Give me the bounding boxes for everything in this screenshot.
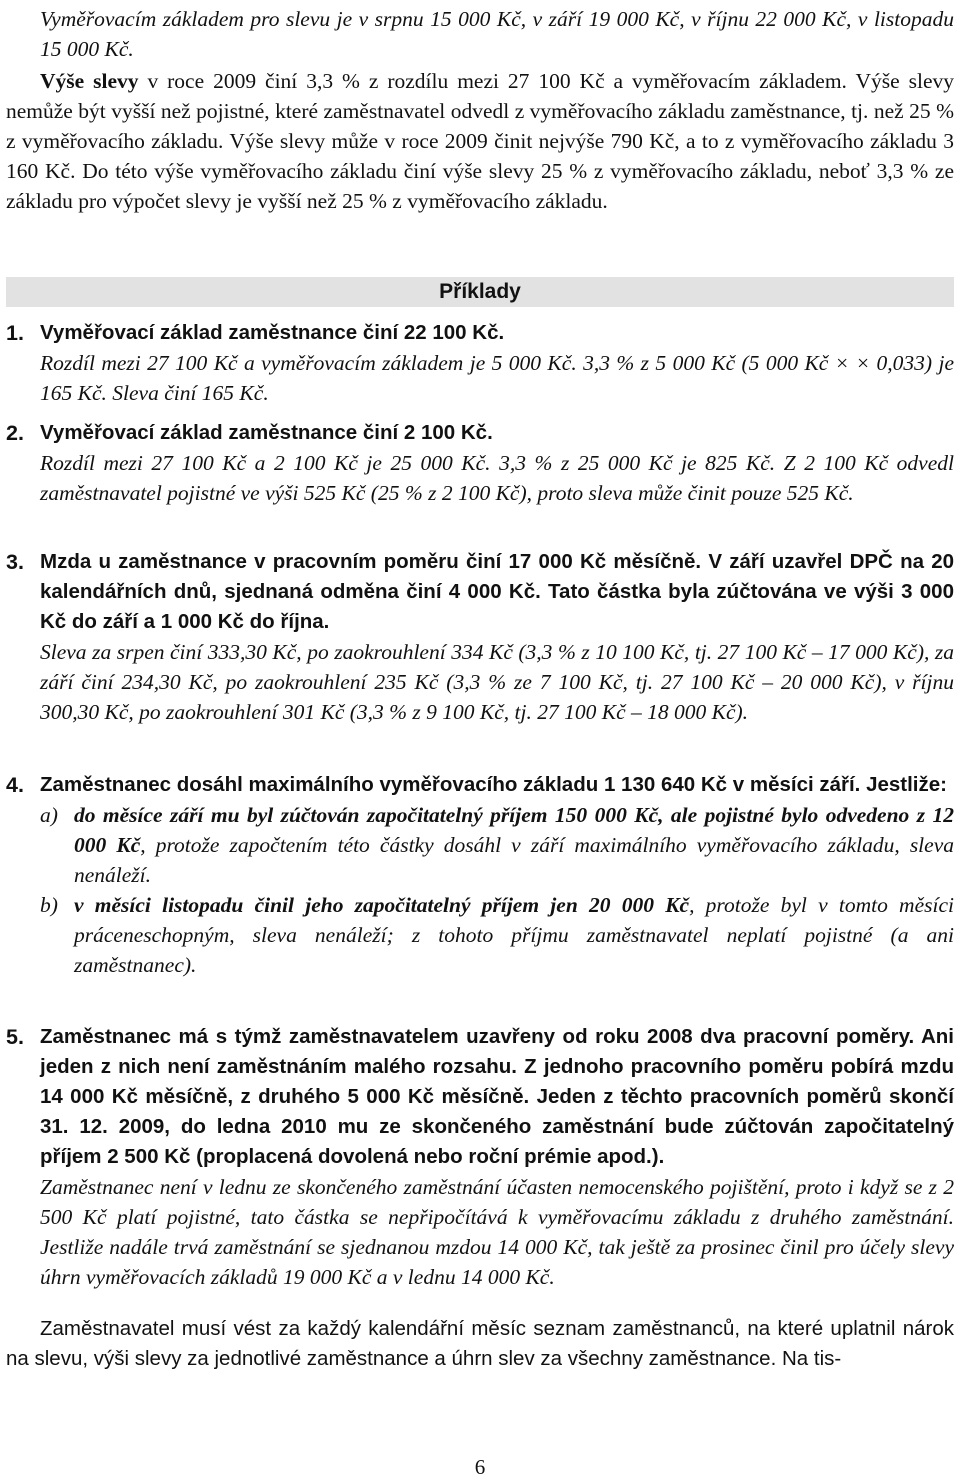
discount-rule-text: v roce 2009 činí 3,3 % z rozdílu mezi 27 100 Kč a vyměřovacím základem. Výše slevy nemůže být vyšší než pojistné, které zaměstnavatel odvedl z vyměřovacího základu zaměstnance, tj. než 25 % z vyměřovacího základu. Výše slevy může v roce 2009 činit nejvýše 790 Kč, a to z vyměřovacího základu 3 160 Kč. Do této výše vyměřovacího základu činí výše slevy 25 % z vyměřovacího základu, neboť 3,3 % ze základu pro výpočet slevy je vyšší než 25 % z vyměřovacího základu. bbox=[6, 69, 954, 213]
example-number: 5. bbox=[6, 1025, 24, 1049]
example-number: 3. bbox=[6, 550, 24, 574]
closing-text: Zaměstnavatel musí vést za každý kalendářní měsíc seznam zaměstnanců, na které uplatnil nárok na slevu, výši slevy za jednotlivé zaměstnance a úhrn slev za všechny zaměstnance. Na tis- bbox=[6, 1317, 954, 1370]
example-3 bbox=[6, 547, 954, 727]
example-number: 2. bbox=[6, 421, 24, 445]
example-5 bbox=[6, 1022, 954, 1292]
item-bold-text: v měsíci listopadu činil jeho započitatelný příjem jen 20 000 Kč bbox=[74, 893, 690, 917]
example-4 bbox=[6, 770, 954, 980]
example-1 bbox=[6, 318, 954, 408]
example-number: 1. bbox=[6, 321, 24, 345]
example-4-item-a bbox=[40, 800, 954, 890]
discount-rule-paragraph bbox=[6, 66, 954, 216]
item-bold-text: do měsíce září mu byl zúčtován započitatelný příjem 150 000 Kč, ale pojistné bylo odvedeno z 12 000 Kč bbox=[74, 803, 954, 857]
examples-heading: Příklady bbox=[439, 280, 521, 303]
closing-paragraph bbox=[6, 1314, 954, 1374]
item-text: , protože byl v tomto měsíci práceneschopným, sleva nenáleží; z tohoto příjmu zaměstnavatel neplatí pojistné (a ani zaměstnanec). bbox=[74, 893, 954, 977]
discount-rule-bold: Výše slevy bbox=[40, 69, 139, 93]
item-label: b) bbox=[40, 893, 58, 917]
example-title: Zaměstnanec má s týmž zaměstnavatelem uzavřeny od roku 2008 dva pracovní poměry. Ani jeden z nich není zaměstnáním malého rozsahu. Z jednoho pracovního poměru pobírá mzdu 14 000 Kč měsíčně, z druhého 5 000 Kč měsíčně. Jeden z těchto pracovních poměrů skončí 31. 12. 2009, do ledna 2010 mu ze skončeného zaměstnání bude zúčtován započitatelný příjem 2 500 Kč (proplacená dovolená nebo roční prémie apod.). bbox=[40, 1025, 954, 1168]
example-note: Rozdíl mezi 27 100 Kč a 2 100 Kč je 25 000 Kč. 3,3 % z 25 000 Kč je 825 Kč. Z 2 100 Kč odvedl zaměstnavatel pojistné ve výši 525 Kč (25 % z 2 100 Kč), proto sleva může činit pouze 525 Kč. bbox=[40, 451, 954, 505]
example-title: Zaměstnanec dosáhl maximálního vyměřovacího základu 1 130 640 Kč v měsíci září. Jestliže: bbox=[40, 773, 947, 796]
item-text: , protože započtením této částky dosáhl v září maximálního vyměřovacího základu, sleva nenáleží. bbox=[74, 833, 954, 887]
example-note: Rozdíl mezi 27 100 Kč a vyměřovacím základem je 5 000 Kč. 3,3 % z 5 000 Kč (5 000 Kč × × 0,033) je 165 Kč. Sleva činí 165 Kč. bbox=[40, 351, 954, 405]
page-number: 6 bbox=[474, 1455, 486, 1479]
example-note: Sleva za srpen činí 333,30 Kč, po zaokrouhlení 334 Kč (3,3 % z 10 100 Kč, tj. 27 100 Kč – 17 000 Kč), za září činí 234,30 Kč, po zaokrouhlení 235 Kč (3,3 % ze 7 100 Kč, tj. 27 100 Kč – 20 000 Kč), v říjnu 300,30 Kč, po zaokrouhlení 301 Kč (3,3 % z 9 100 Kč, tj. 27 100 Kč – 18 000 Kč). bbox=[40, 640, 954, 724]
example-title: Vyměřovací základ zaměstnance činí 22 100 Kč. bbox=[40, 321, 505, 344]
example-number: 4. bbox=[6, 773, 24, 797]
example-title: Vyměřovací základ zaměstnance činí 2 100 Kč. bbox=[40, 421, 493, 444]
intro-paragraph: Vyměřovacím základem pro slevu je v srpnu 15 000 Kč, v září 19 000 Kč, v říjnu 22 000 Kč, v listopadu 15 000 Kč. bbox=[40, 7, 954, 61]
item-label: a) bbox=[40, 803, 58, 827]
example-title: Mzda u zaměstnance v pracovním poměru činí 17 000 Kč měsíčně. V září uzavřel DPČ na 20 kalendářních dnů, sjednaná odměna činí 4 000 Kč. Tato částka byla zúčtována ve výši 3 000 Kč do září a 1 000 Kč do října. bbox=[40, 550, 954, 633]
example-4-item-b bbox=[40, 890, 954, 980]
example-2 bbox=[6, 418, 954, 508]
example-note: Zaměstnanec není v lednu ze skončeného zaměstnání účasten nemocenského pojištění, proto i když se z 2 500 Kč platí pojistné, tato částka se nepřipočítává k vyměřovacímu základu z druhého zaměstnání. Jestliže nadále trvá zaměstnání se sjednanou mzdou 14 000 Kč, tak ještě za prosinec činil pro účely slevy úhrn vyměřovacích základů 19 000 Kč a v lednu 14 000 Kč. bbox=[40, 1175, 954, 1289]
